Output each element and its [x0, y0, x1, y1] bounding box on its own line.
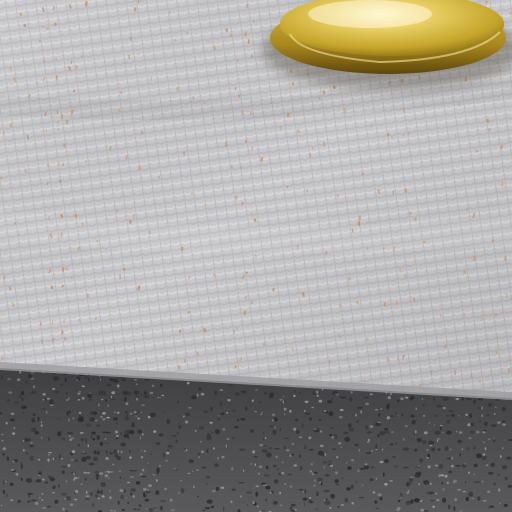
- gold-disc-object: [262, 0, 512, 90]
